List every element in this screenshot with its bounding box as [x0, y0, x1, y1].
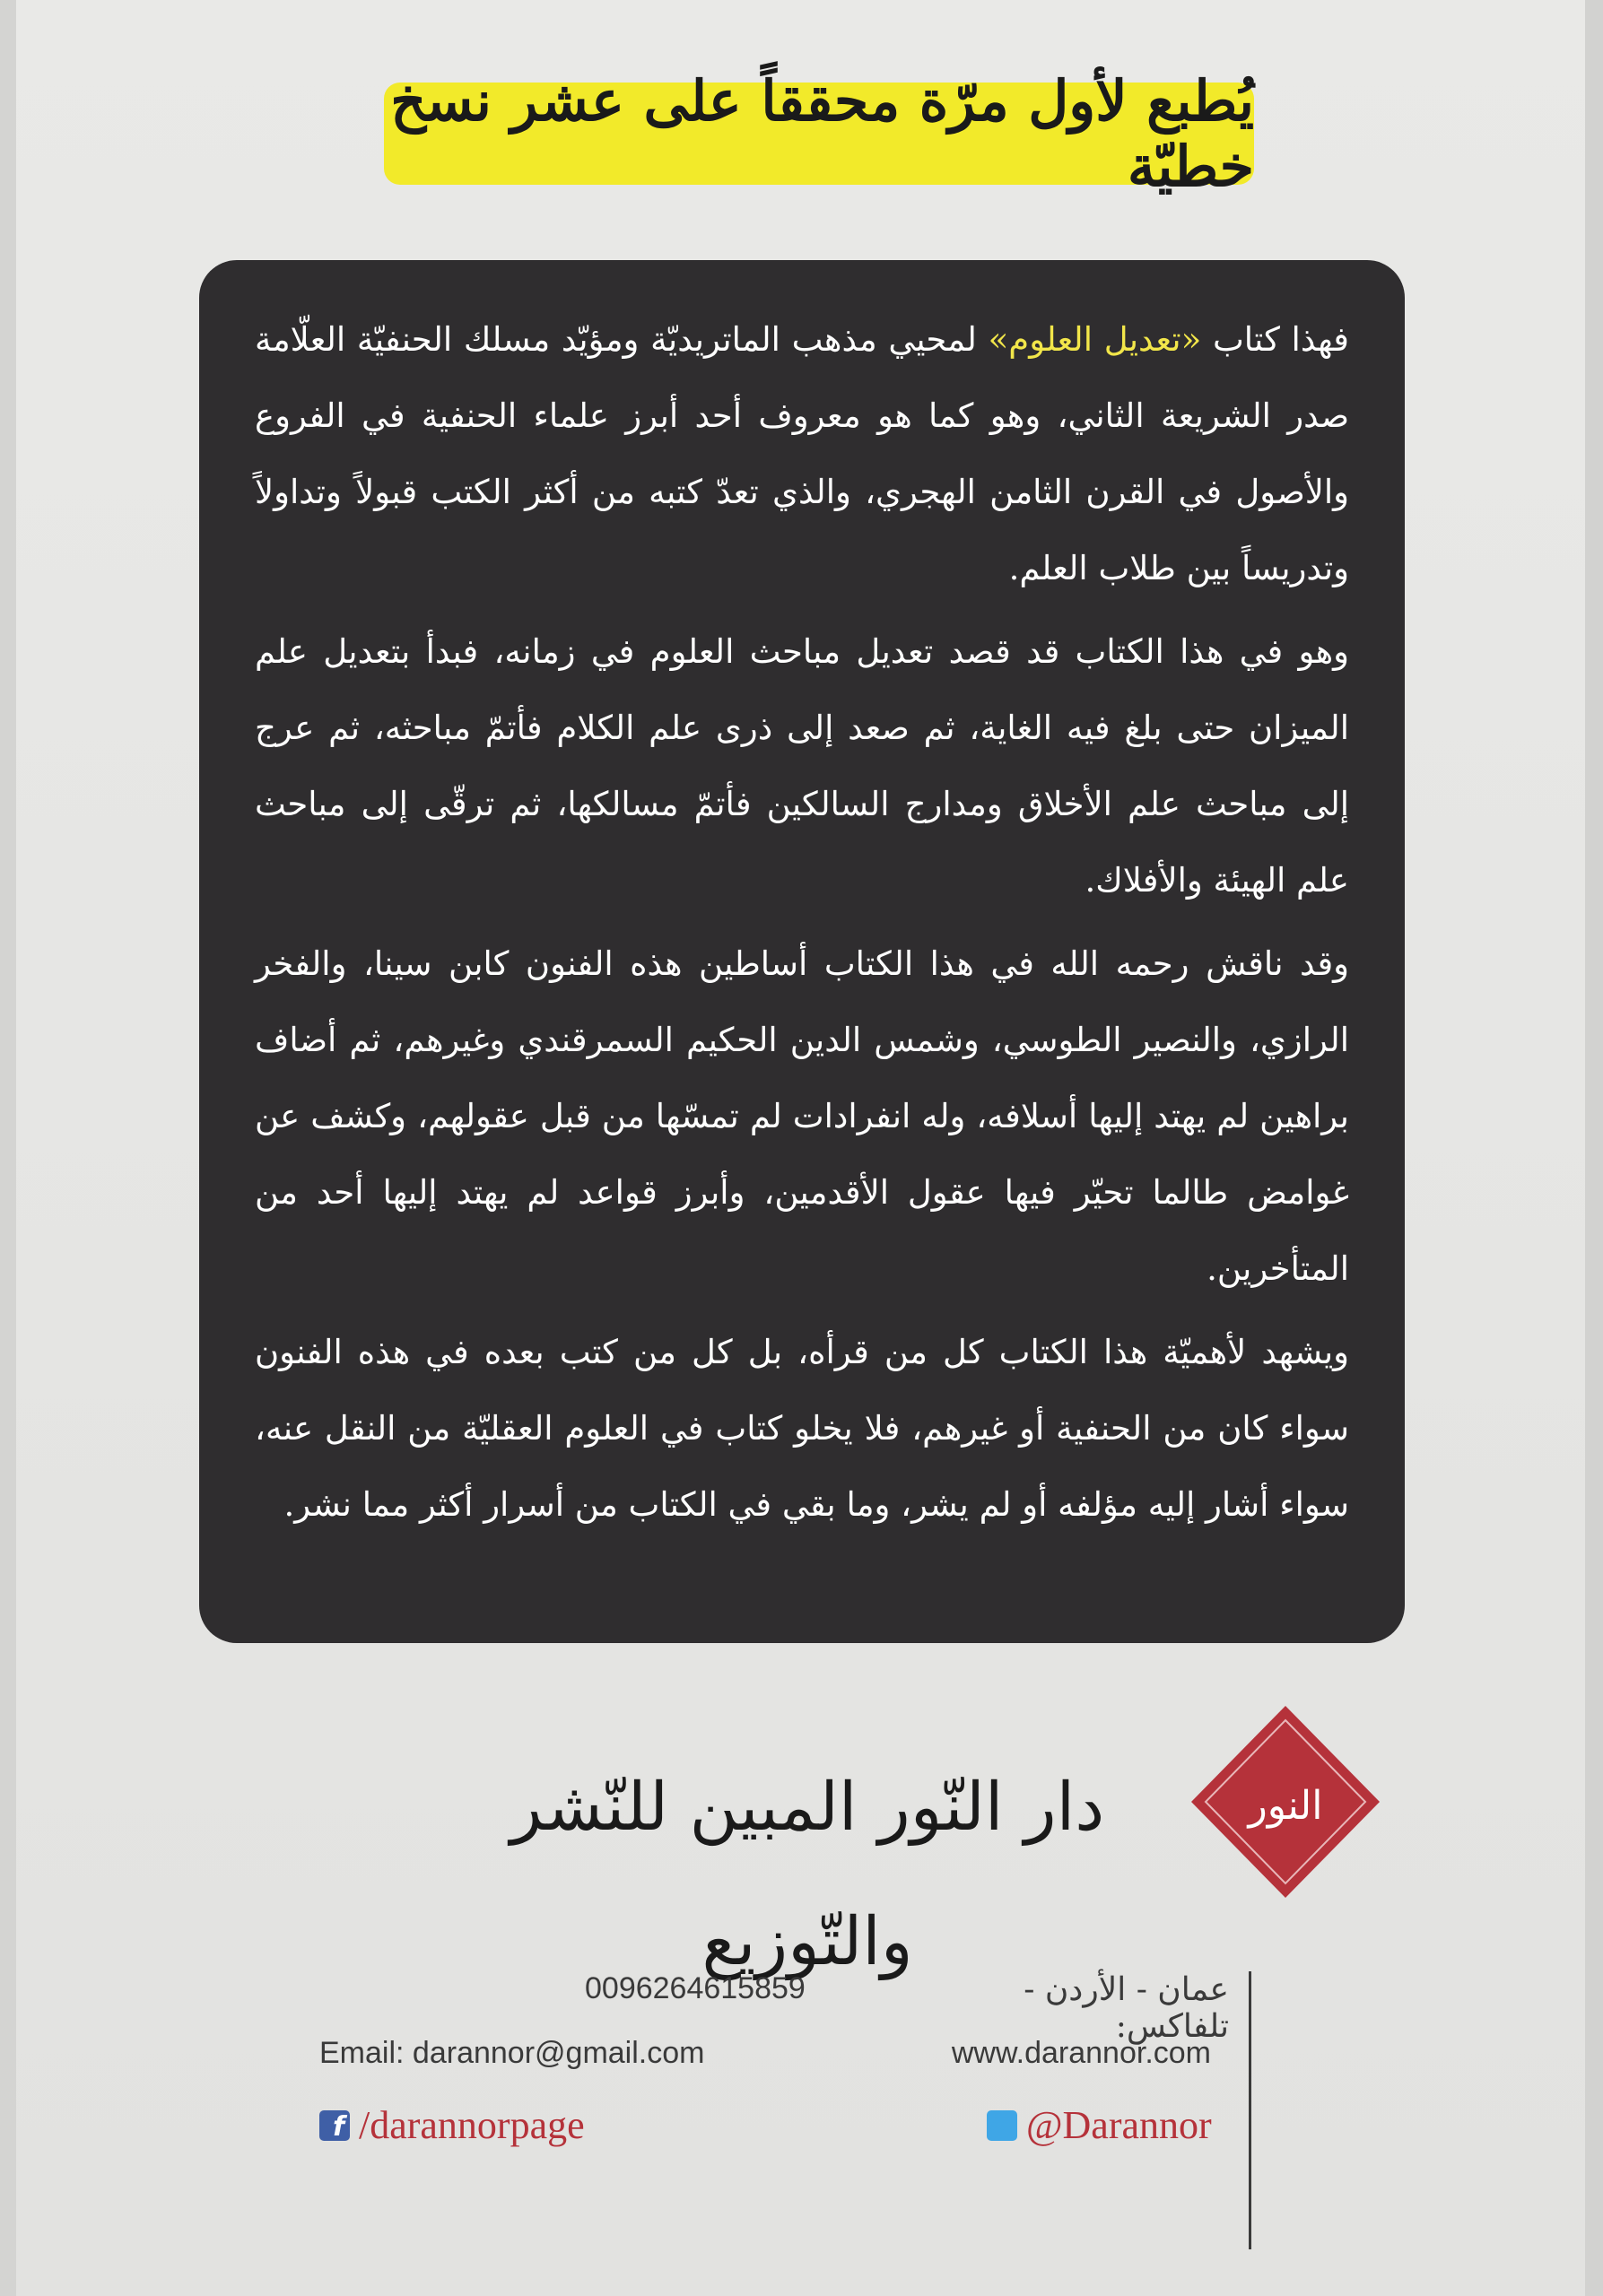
- email-label: Email:: [319, 2036, 405, 2070]
- facebook-page: /darannorpage: [359, 2103, 585, 2147]
- logo-text: النور: [1248, 1783, 1323, 1829]
- paragraph-4: ويشهد لأهميّة هذا الكتاب كل من قرأه، بل كل من كتب بعده في هذه الفنون سواء كان من الحنفية أو غيرهم، فلا يخلو كتاب في العلوم العقليّة من النقل عنه، سواء أشار إليه مؤلفه أو لم يشر، وما بقي في الكتاب من أسرار أكثر مما نشر.: [255, 1333, 1349, 1524]
- website-link[interactable]: www.darannor.com: [951, 2036, 1211, 2070]
- publisher-logo: [1184, 1700, 1387, 1903]
- cover-edge-right: [1585, 0, 1603, 2296]
- description-panel: [199, 260, 1405, 1643]
- paragraph-1-intro: فهذا كتاب: [1201, 320, 1349, 359]
- twitter-handle: @Darannor: [1026, 2103, 1212, 2147]
- paragraph-1-body: لمحيي مذهب الماتريديّة ومؤيّد مسلك الحنفيّة العلّامة صدر الشريعة الثاني، وهو كما هو معروف أحد أبرز علماء الحنفية في الفروع والأصول في القرن الثامن الهجري، والذي تعدّ كتبه من أكثر الكتب قبولاً وتداولاً وتدريساً بين طلاب العلم.: [255, 320, 1349, 587]
- paragraph-2: وهو في هذا الكتاب قد قصد تعديل مباحث العلوم في زمانه، فبدأ بتعديل علم الميزان حتى بلغ فيه الغاية، ثم صعد إلى ذرى علم الكلام فأتمّ مباحثه، ثم عرج إلى مباحث علم الأخلاق ومدارج السالكين فأتمّ مسالكها، ثم ترقّى إلى مباحث علم الهيئة والأفلاك.: [255, 632, 1349, 900]
- email-address[interactable]: darannor@gmail.com: [412, 2036, 705, 2070]
- edition-banner: [384, 68, 1254, 199]
- banner-text: يُطبع لأول مرّة محققاً على عشر نسخ خطيّة: [390, 68, 1254, 199]
- twitter-link[interactable]: [987, 2102, 1212, 2148]
- publisher-name: دار النّور المبين للنّشر والتّوزيع: [510, 1769, 1105, 1980]
- book-title: «تعديل العلوم»: [988, 320, 1202, 359]
- facebook-icon: [319, 2110, 350, 2141]
- phone-number: 0096264615859: [585, 1971, 806, 2005]
- city-label: عمان - الأردن - تلفاكس:: [1024, 1971, 1229, 2045]
- paragraph-3: وقد ناقش رحمه الله في هذا الكتاب أساطين هذه الفنون كابن سينا، والفخر الرازي، والنصير الطوسي، وشمس الدين الحكيم السمرقندي وغيرهم، ثم أضاف براهين لم يهتد إليها أسلافه، وله انفرادات لم تمسّها من قبل عقولهم، وكشف عن غوامض طالما تحيّر فيها عقول الأقدمين، وأبرز قواعد لم يهتد إليها أحد من المتأخرين.: [255, 944, 1349, 1288]
- cover-edge-left: [0, 0, 16, 2296]
- email-line: [319, 2036, 704, 2071]
- paragraph-1: [255, 301, 1349, 606]
- twitter-icon: [987, 2110, 1017, 2141]
- facebook-link[interactable]: [319, 2102, 585, 2148]
- contact-divider: [1249, 1971, 1251, 2249]
